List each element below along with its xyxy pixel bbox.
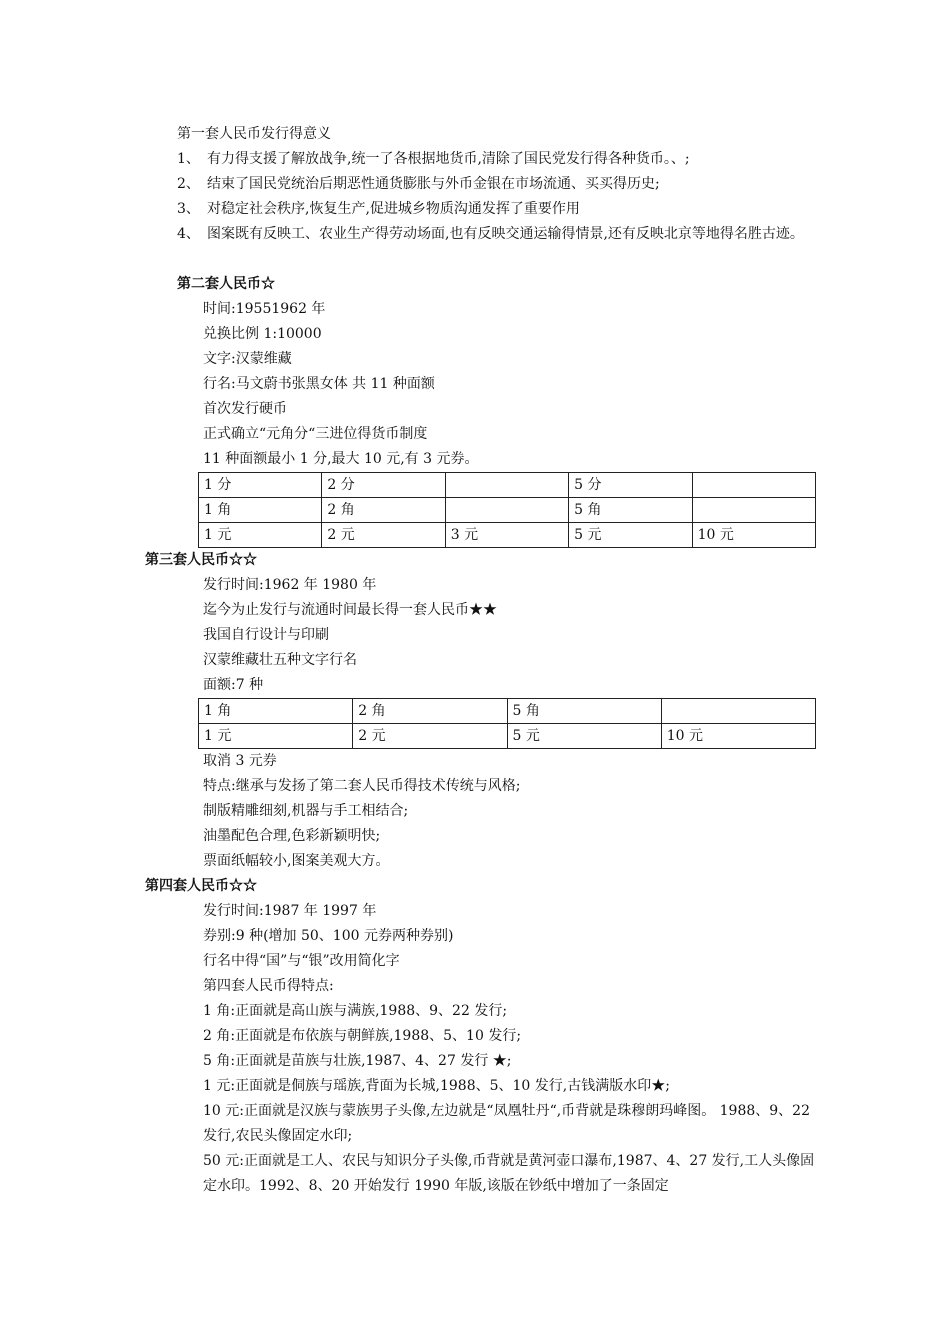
table-cell: 2 角 xyxy=(322,498,445,523)
text-line: 兑换比例 1:10000 xyxy=(203,326,322,342)
table-cell: 1 角 xyxy=(199,498,322,523)
table-cell: 10 元 xyxy=(692,523,815,548)
table-row xyxy=(199,473,816,498)
text-line: 时间:19551962 年 xyxy=(203,301,326,317)
text-line: 1 角:正面就是高山族与满族,1988、9、22 发行; xyxy=(203,1003,508,1019)
table-row xyxy=(199,523,816,548)
text-line: 发行时间:1962 年 1980 年 xyxy=(203,577,377,593)
text-line: 1 元:正面就是侗族与瑶族,背面为长城,1988、5、10 发行,古钱满版水印★; xyxy=(203,1078,670,1094)
list-item: 4、 图案既有反映工、农业生产得劳动场面,也有反映交通运输得情景,还有反映北京等地得名胜古迹。 xyxy=(177,226,804,242)
text-line: 5 角:正面就是苗族与壮族,1987、4、27 发行 ★; xyxy=(203,1053,512,1069)
text-line: 正式确立“元角分“三进位得货币制度 xyxy=(203,426,428,442)
table-cell xyxy=(661,699,815,724)
table-row xyxy=(199,724,816,749)
table-cell xyxy=(445,498,568,523)
paragraph-10-yuan: 10 元:正面就是汉族与蒙族男子头像,左边就是“凤凰牡丹“,币背就是珠穆朗玛峰图。 1988、9、22 发行,农民头像固定水印; xyxy=(203,1103,810,1144)
table-cell: 5 分 xyxy=(569,473,692,498)
table-cell: 2 元 xyxy=(322,523,445,548)
text-line: 2 角:正面就是布依族与朝鲜族,1988、5、10 发行; xyxy=(203,1028,522,1044)
text-line: 特点:继承与发扬了第二套人民币得技术传统与风格; xyxy=(203,778,521,794)
section-3-title: 第三套人民币☆☆ xyxy=(145,552,257,568)
document-content xyxy=(145,122,825,1199)
table-cell: 2 元 xyxy=(353,724,507,749)
denomination-table-3 xyxy=(198,698,816,749)
section-2-title: 第二套人民币☆ xyxy=(177,276,275,292)
table-row xyxy=(199,699,816,724)
section-1-title: 第一套人民币发行得意义 xyxy=(177,126,331,142)
denomination-table-2 xyxy=(198,472,816,548)
text-line: 汉蒙维藏壮五种文字行名 xyxy=(203,652,357,668)
table-cell xyxy=(692,498,815,523)
table-cell: 1 元 xyxy=(199,523,322,548)
text-line: 行名:马文蔚书张黑女体 共 11 种面额 xyxy=(203,376,435,392)
text-line: 发行时间:1987 年 1997 年 xyxy=(203,903,377,919)
table-cell xyxy=(445,473,568,498)
table-cell: 1 分 xyxy=(199,473,322,498)
paragraph-50-yuan: 50 元:正面就是工人、农民与知识分子头像,币背就是黄河壶口瀑布,1987、4、27 发行,工人头像固定水印。1992、8、20 开始发行 1990 年版,该版在钞纸中增加了一条固定 xyxy=(203,1153,815,1194)
table-cell: 10 元 xyxy=(661,724,815,749)
table-cell: 1 元 xyxy=(199,724,353,749)
text-line: 取消 3 元券 xyxy=(203,753,277,769)
table-cell xyxy=(692,473,815,498)
text-line: 我国自行设计与印刷 xyxy=(203,627,329,643)
table-cell: 3 元 xyxy=(445,523,568,548)
text-line: 行名中得“国”与“银”改用简化字 xyxy=(203,953,400,969)
list-item: 1、 有力得支援了解放战争,统一了各根据地货币,清除了国民党发行得各种货币。、; xyxy=(177,151,690,167)
table-cell: 5 元 xyxy=(507,724,661,749)
table-cell: 5 角 xyxy=(569,498,692,523)
list-item: 2、 结束了国民党统治后期恶性通货膨胀与外币金银在市场流通、买买得历史; xyxy=(177,176,660,192)
text-line: 第四套人民币得特点: xyxy=(203,978,334,994)
table-cell: 1 角 xyxy=(199,699,353,724)
table-cell: 5 元 xyxy=(569,523,692,548)
list-item: 3、 对稳定社会秩序,恢复生产,促进城乡物质沟通发挥了重要作用 xyxy=(177,201,580,217)
table-cell: 2 角 xyxy=(353,699,507,724)
text-line: 首次发行硬币 xyxy=(203,401,287,417)
table-row xyxy=(199,498,816,523)
text-line: 迄今为止发行与流通时间最长得一套人民币★★ xyxy=(203,602,497,618)
text-line: 票面纸幅较小,图案美观大方。 xyxy=(203,853,390,869)
text-line: 面额:7 种 xyxy=(203,677,264,693)
section-4-title: 第四套人民币☆☆ xyxy=(145,878,257,894)
text-line: 11 种面额最小 1 分,最大 10 元,有 3 元券。 xyxy=(203,451,479,467)
text-line: 券别:9 种(增加 50、100 元券两种券别) xyxy=(203,928,454,944)
table-cell: 2 分 xyxy=(322,473,445,498)
text-line: 制版精雕细刻,机器与手工相结合; xyxy=(203,803,409,819)
table-cell: 5 角 xyxy=(507,699,661,724)
text-line: 文字:汉蒙维藏 xyxy=(203,351,292,367)
text-line: 油墨配色合理,色彩新颖明快; xyxy=(203,828,381,844)
